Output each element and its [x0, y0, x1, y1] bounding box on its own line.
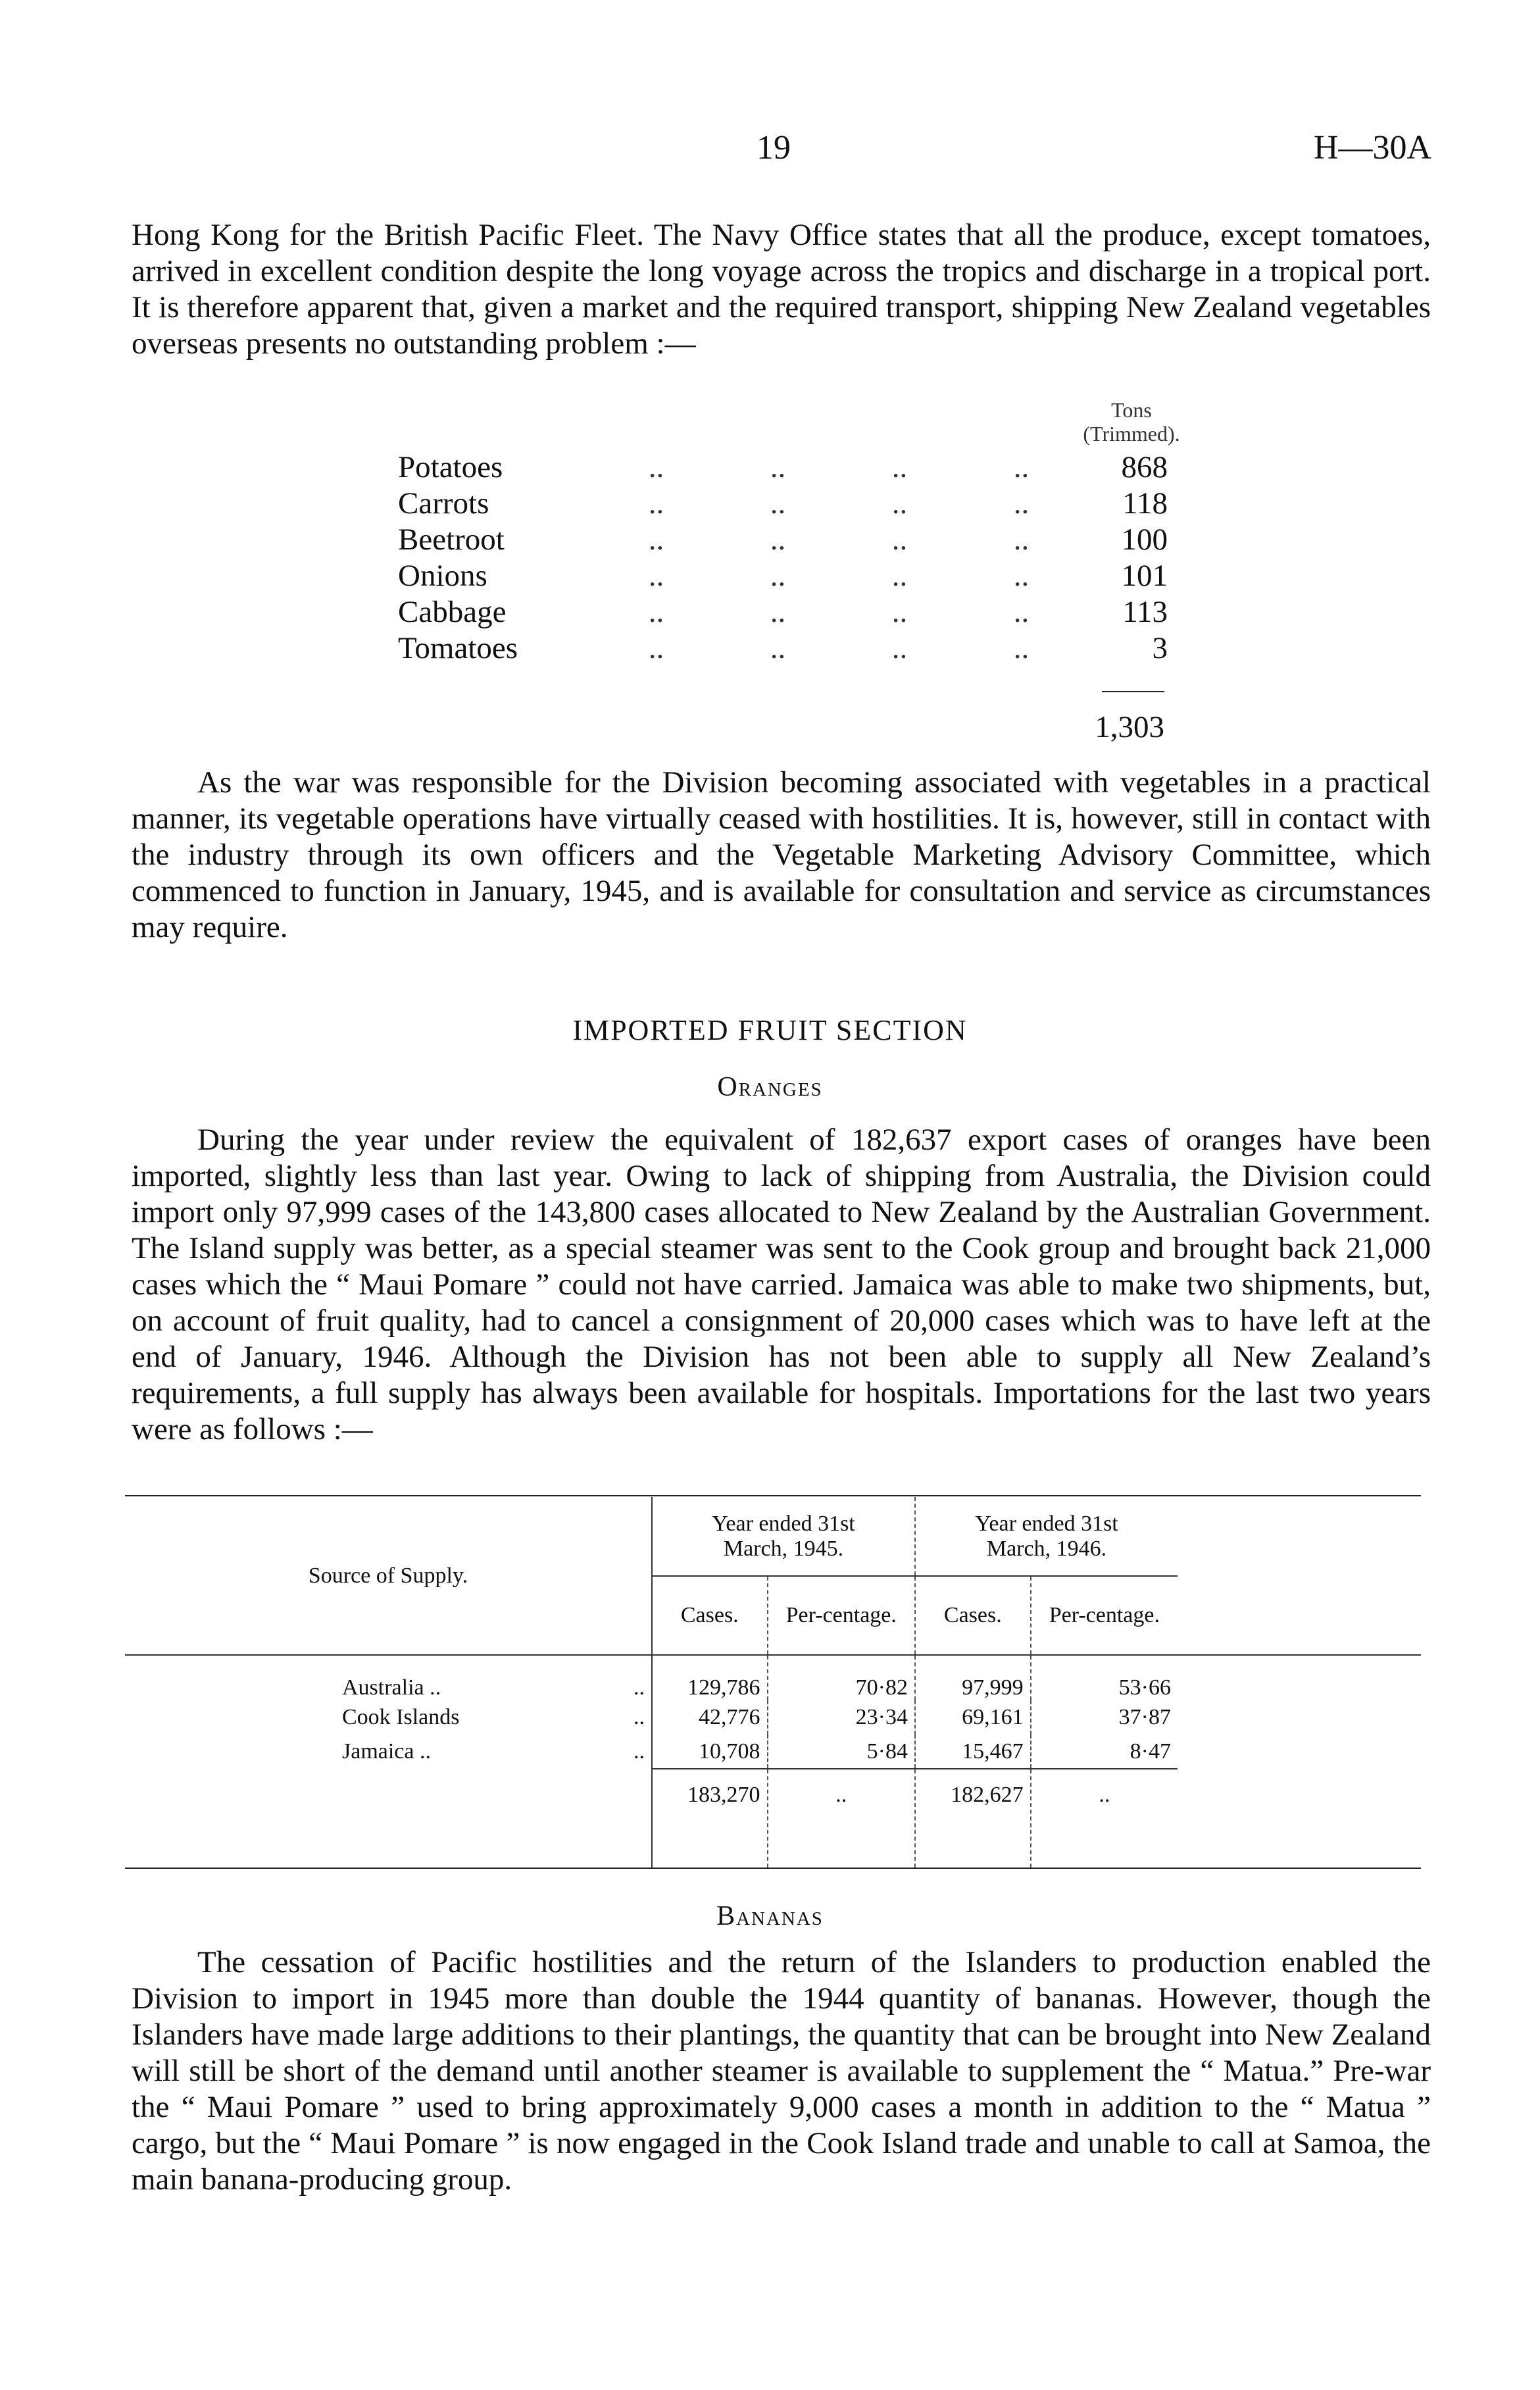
table-top-rule	[125, 1495, 1421, 1496]
leader-dots: ..	[633, 1675, 645, 1700]
vegetable-tons: 868	[1121, 450, 1168, 484]
paragraph-vegetables	[132, 765, 1431, 946]
bananas-heading: Bananas	[716, 1901, 824, 1931]
tons-header-line2: (Trimmed).	[1083, 422, 1180, 445]
page-number: 19	[757, 129, 791, 166]
source-name: Jamaica ..	[342, 1739, 431, 1764]
cases-1946: 97,999	[915, 1655, 1031, 1700]
leader-dot: ..	[770, 559, 786, 593]
year-1946-header: Year ended 31st March, 1946.	[915, 1497, 1178, 1576]
vegetable-row	[398, 522, 1168, 558]
source-cell	[125, 1735, 652, 1769]
year-1945-header: Year ended 31st March, 1945.	[652, 1497, 915, 1576]
source-cell	[125, 1655, 652, 1700]
leader-dot: ..	[770, 522, 786, 557]
table-row	[125, 1735, 1421, 1769]
vegetable-tons: 118	[1122, 486, 1168, 521]
percentage-1945: 5·84	[768, 1735, 915, 1769]
vegetable-row	[398, 594, 1168, 630]
oranges-heading: Oranges	[717, 1072, 823, 1102]
leader-dot: ..	[648, 559, 664, 593]
leader-dot: ..	[1013, 595, 1030, 629]
paragraph-text: As the war was responsible for the Division becoming associated with vegetables in a practical manner, its vegetable operations have virtually ceased with hostilities. It is, however, still in contact with the industry through its own officers and the Vegetable Marketing Advisory Committee, which commenced to function in January, 1945, and is available for consultation and service as circumstances may require.	[132, 765, 1431, 944]
leader-dots	[595, 486, 1082, 522]
vegetable-name: Cabbage	[398, 595, 507, 629]
leader-dot: ..	[770, 595, 786, 629]
paragraph-intro	[132, 217, 1431, 362]
total-rule	[1102, 691, 1164, 692]
document-reference: H—30A	[1313, 129, 1431, 166]
total-cases-1945: 183,270	[652, 1769, 768, 1868]
table-row	[125, 1655, 1421, 1700]
leader-dot: ..	[648, 486, 664, 521]
vegetable-row	[398, 558, 1168, 594]
cases-1945: 129,786	[652, 1655, 768, 1700]
leader-dot: ..	[891, 522, 908, 557]
leader-dots	[595, 522, 1082, 558]
percentage-header-1946: Per-centage.	[1031, 1576, 1178, 1655]
cases-1945: 10,708	[652, 1735, 768, 1769]
leader-dot: ..	[891, 559, 908, 593]
vegetable-total: 1,303	[1095, 710, 1164, 744]
cases-1945: 42,776	[652, 1700, 768, 1735]
paragraph-text: The cessation of Pacific hostilities and the return of the Islanders to production enabled the Division to import in 1945 more than double the 1944 quantity of bananas. However, though the Islanders have made large additions to their plantings, the quantity that can be brought into New Zealand will still be short of the demand until another steamer is available to supplement the “ Matua.” Pre-war the “ Maui Pomare ” used to bring approximately 9,000 cases a month in addition to the “ Matua ” cargo, but the “ Maui Pomare ” is now engaged in the Cook Island trade and unable to call at Samoa, the main banana-producing group.	[132, 1945, 1431, 2197]
percentage-header-1945: Per-centage.	[768, 1576, 915, 1655]
paragraph-text: During the year under review the equivalent of 182,637 export cases of oranges have been imported, slightly less than last year. Owing to lack of shipping from Australia, the Division could import only 97,999 cases of the 143,800 cases allocated to New Zealand by the Australian Government. The Island supply was better, as a special steamer was sent to the Cook group and brought back 21,000 cases which the “ Maui Pomare ” could not have carried. Jamaica was able to make two shipments, but, on account of fruit quality, had to cancel a consignment of 20,000 cases which was to have left at the end of January, 1946. Although the Division has not been able to supply all New Zealand’s requirements, a full supply has always been available for hospitals. Importations for the last two years were as follows :—	[132, 1123, 1431, 1446]
percentage-1945: 70·82	[768, 1655, 915, 1700]
leader-dots: ..	[633, 1739, 645, 1764]
cases-1946: 15,467	[915, 1735, 1031, 1769]
paragraph-bananas	[132, 1945, 1431, 2198]
leader-dot: ..	[1013, 559, 1030, 593]
leader-dot: ..	[648, 631, 664, 665]
total-cases-1946: 182,627	[915, 1769, 1031, 1868]
cases-header-1945: Cases.	[652, 1576, 768, 1655]
vegetable-list	[398, 449, 1168, 667]
tons-header	[1053, 398, 1210, 445]
leader-dot: ..	[891, 486, 908, 521]
vegetable-row	[398, 630, 1168, 667]
oranges-import-table	[125, 1497, 1421, 1868]
percentage-1946: 53·66	[1031, 1655, 1178, 1700]
percentage-1946: 8·47	[1031, 1735, 1178, 1769]
source-cell	[125, 1700, 652, 1735]
leader-dots	[595, 630, 1082, 667]
vegetable-name: Tomatoes	[398, 631, 518, 665]
leader-dot: ..	[1013, 486, 1030, 521]
source-name: Australia ..	[342, 1675, 441, 1700]
percentage-1946: 37·87	[1031, 1700, 1178, 1735]
leader-dot: ..	[891, 450, 908, 484]
vegetable-tons: 3	[1152, 631, 1168, 665]
leader-dot: ..	[1013, 450, 1030, 484]
table-bottom-rule	[125, 1868, 1421, 1869]
source-name: Cook Islands	[342, 1705, 460, 1729]
table-total-row	[125, 1769, 1421, 1868]
leader-dot: ..	[770, 450, 786, 484]
leader-dots	[595, 449, 1082, 486]
tons-header-line1: Tons	[1111, 398, 1152, 422]
leader-dots: ..	[633, 1705, 645, 1729]
vegetable-name: Onions	[398, 559, 487, 593]
leader-dots	[595, 558, 1082, 594]
leader-dot: ..	[891, 595, 908, 629]
leader-dot: ..	[648, 450, 664, 484]
total-percentage-1945: ..	[768, 1769, 915, 1868]
table-row	[125, 1700, 1421, 1735]
vegetable-name: Potatoes	[398, 450, 503, 484]
leader-dot: ..	[1013, 631, 1030, 665]
leader-dots	[595, 594, 1082, 630]
vegetable-tons: 100	[1121, 522, 1168, 557]
vegetable-tons: 113	[1122, 595, 1168, 629]
vegetable-row	[398, 486, 1168, 522]
cases-1946: 69,161	[915, 1700, 1031, 1735]
leader-dot: ..	[891, 631, 908, 665]
leader-dot: ..	[770, 486, 786, 521]
vegetable-tons: 101	[1121, 559, 1168, 593]
vegetable-name: Beetroot	[398, 522, 505, 557]
paragraph-text: Hong Kong for the British Pacific Fleet. The Navy Office states that all the produce, except tomatoes, arrived in excellent condition despite the long voyage across the tropics and discharge in a tropical port. It is therefore apparent that, given a market and the required transport, shipping New Zealand vegetables overseas presents no outstanding problem :—	[132, 218, 1431, 361]
percentage-1945: 23·34	[768, 1700, 915, 1735]
paragraph-oranges	[132, 1122, 1431, 1448]
leader-dot: ..	[648, 522, 664, 557]
vegetable-row	[398, 449, 1168, 486]
leader-dot: ..	[1013, 522, 1030, 557]
vegetable-name: Carrots	[398, 486, 489, 521]
section-title: IMPORTED FRUIT SECTION	[572, 1014, 968, 1046]
cases-header-1946: Cases.	[915, 1576, 1031, 1655]
source-header: Source of Supply.	[308, 1563, 468, 1588]
leader-dot: ..	[648, 595, 664, 629]
total-percentage-1946: ..	[1031, 1769, 1178, 1868]
leader-dot: ..	[770, 631, 786, 665]
